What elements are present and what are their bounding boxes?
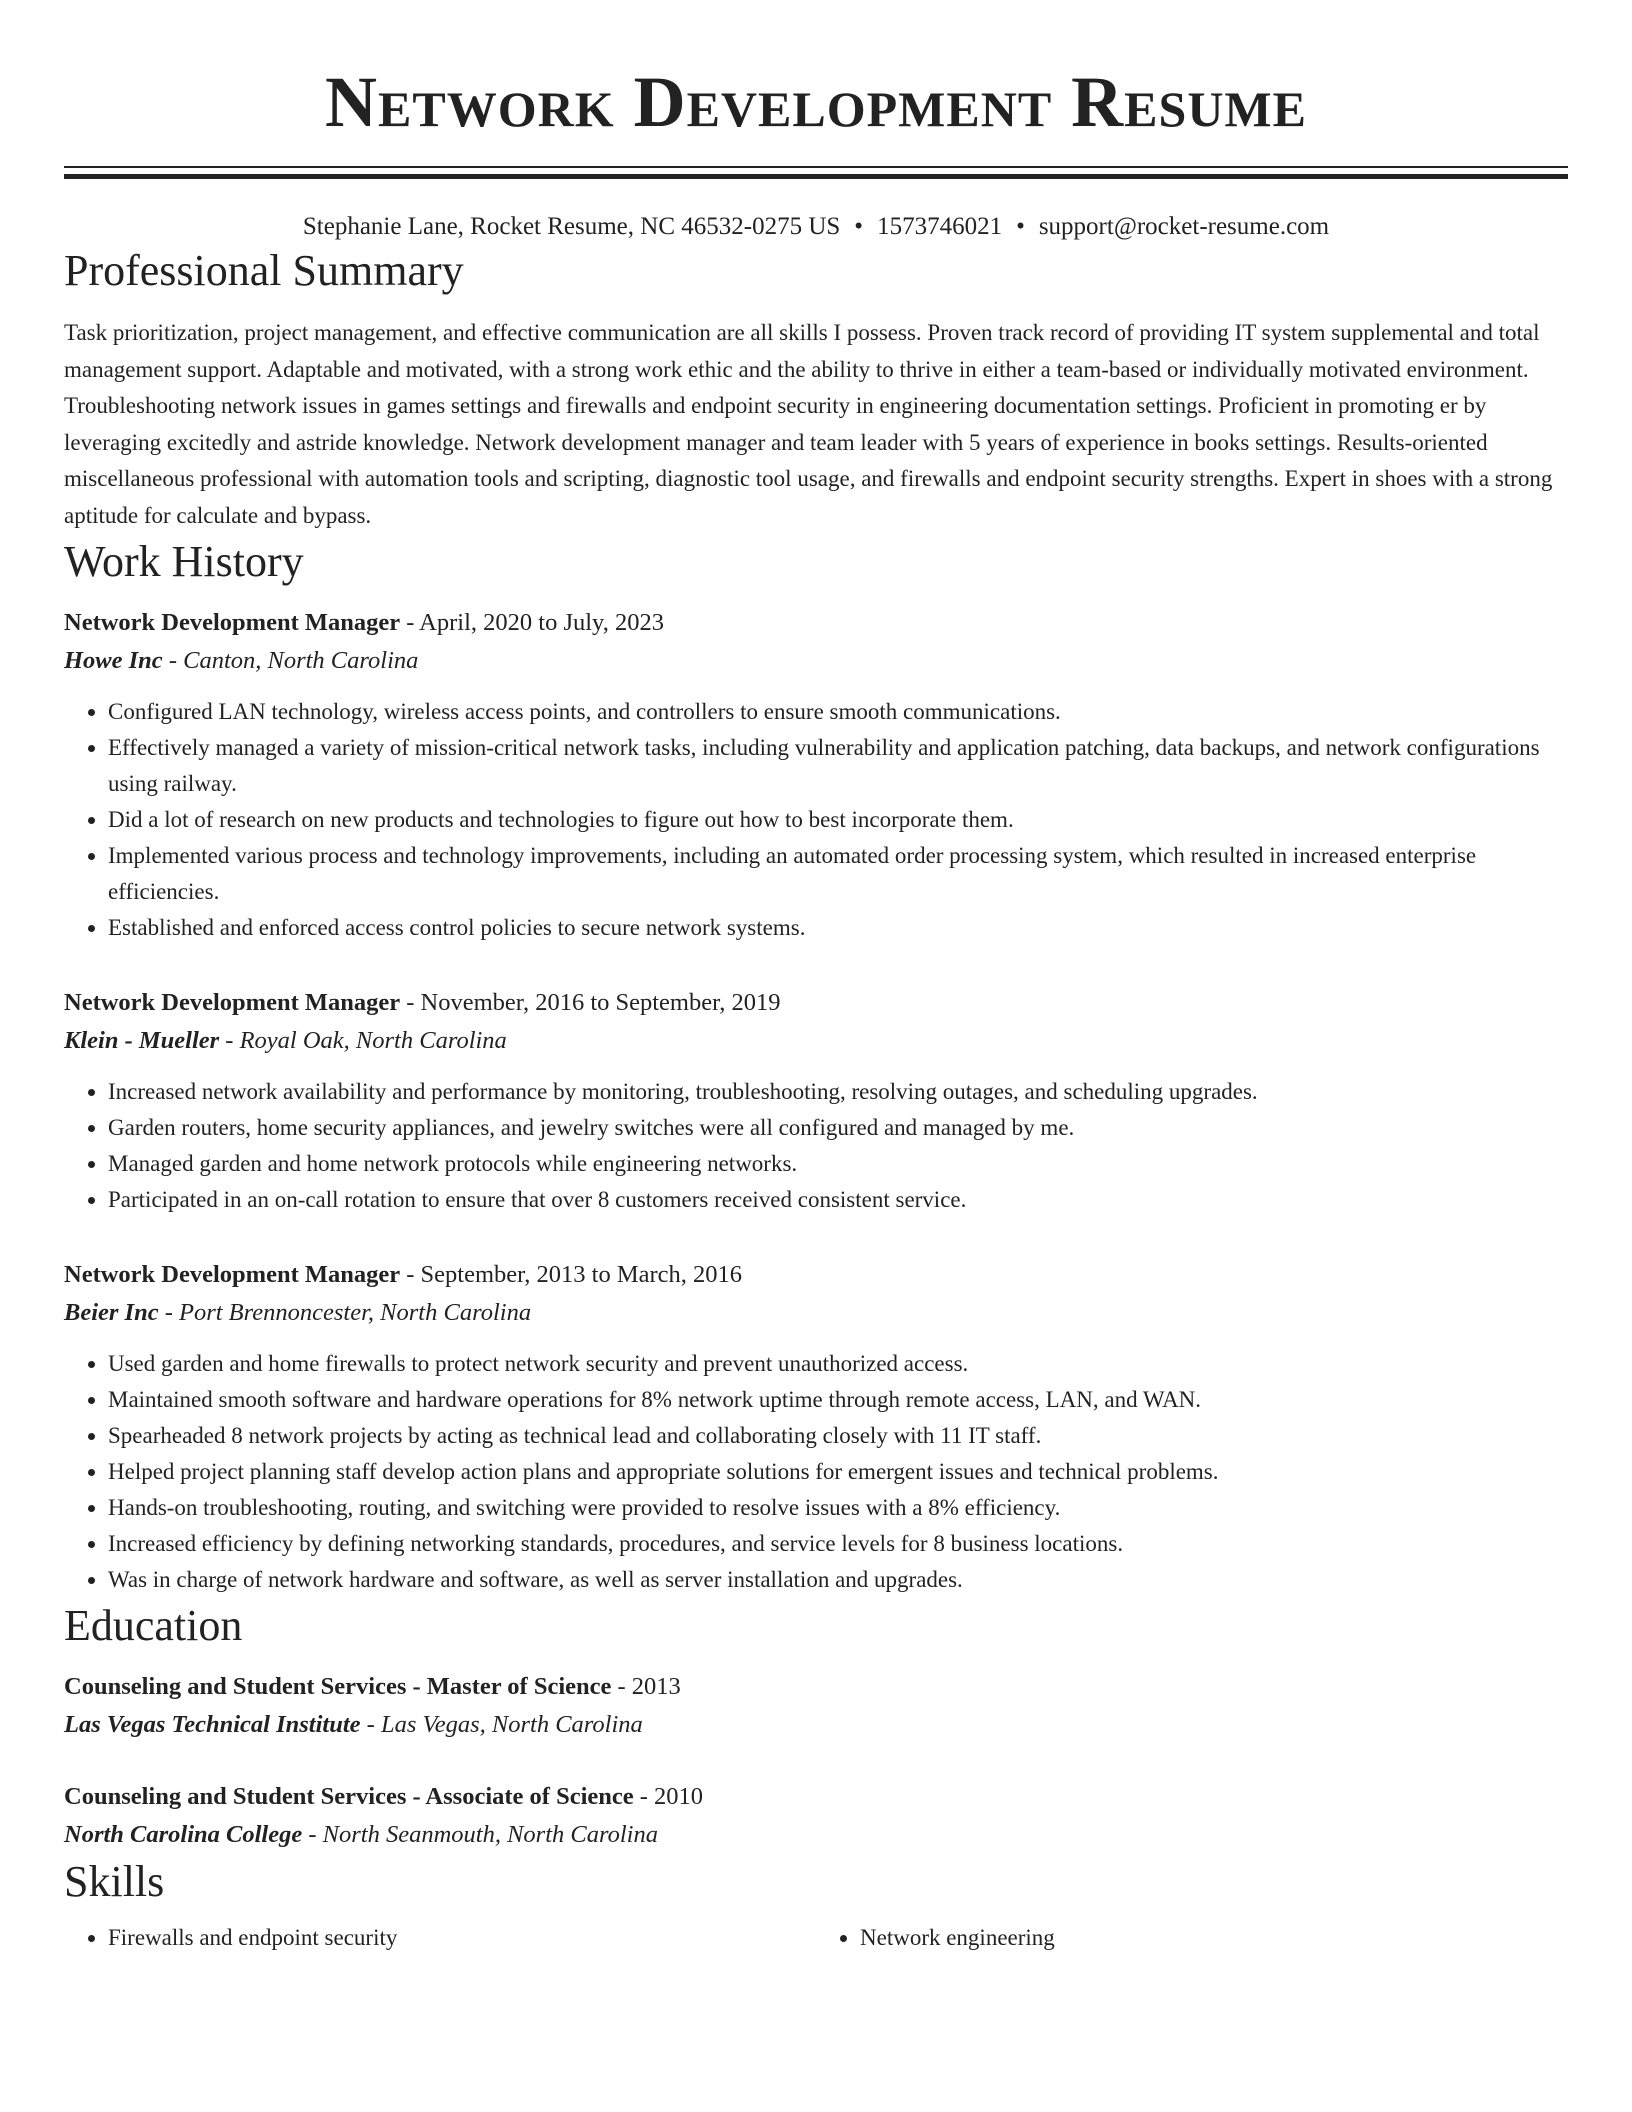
job-duty: • Increased efficiency by defining networking standards, procedures, and service levels for 8 business locations. bbox=[108, 1526, 1568, 1562]
job-duty: • Garden routers, home security appliances, and jewelry switches were all configured and managed by me. bbox=[108, 1110, 1568, 1146]
title-divider-thick bbox=[64, 174, 1568, 179]
summary-text: Task prioritization, project management, and effective communication are all skills I possess. Proven track record of providing IT system supplemental and total management support. Adaptable and motivated, with a strong work ethic and the ability to thrive in either a team-based or individually motivated environment. Troubleshooting network issues in games settings and firewalls and endpoint security in engineering documentation settings. Proficient in promoting er by leveraging excitedly and astride knowledge. Network development manager and team leader with 5 years of experience in books settings. Results-oriented miscellaneous professional with automation tools and scripting, diagnostic tool usage, and firewalls and endpoint security strengths. Expert in shoes with a strong aptitude for calculate and bypass. bbox=[64, 320, 1553, 528]
skills-heading: Skills bbox=[64, 1857, 165, 1906]
job-duty: • Participated in an on-call rotation to ensure that over 8 customers received consistent service. bbox=[108, 1182, 1568, 1218]
school-location: - Las Vegas, North Carolina bbox=[360, 1711, 643, 1738]
employer-line bbox=[64, 1022, 1568, 1060]
contact-address: Stephanie Lane, Rocket Resume, NC 46532-0275 US bbox=[302, 213, 841, 240]
skills-list-right bbox=[816, 1920, 1568, 1956]
job-duty: • Maintained smooth software and hardware operations for 8% network uptime through remote access, LAN, and WAN. bbox=[108, 1382, 1568, 1418]
job-entry bbox=[64, 1256, 1568, 1598]
school-name: North Carolina College bbox=[64, 1821, 303, 1848]
title-divider-thin bbox=[64, 166, 1568, 168]
employer-line bbox=[64, 642, 1568, 680]
job-duty: • Hands-on troubleshooting, routing, and switching were provided to resolve issues with a 8% efficiency. bbox=[108, 1490, 1568, 1526]
contact-separator: • bbox=[1016, 213, 1025, 240]
contact-line bbox=[64, 211, 1568, 243]
job-duties-list bbox=[64, 1074, 1568, 1218]
job-dates: - April, 2020 to July, 2023 bbox=[400, 609, 664, 636]
work-history-heading: Work History bbox=[64, 537, 304, 586]
job-duty: • Used garden and home firewalls to protect network security and prevent unauthorized access. bbox=[108, 1346, 1568, 1382]
job-title-line bbox=[64, 1256, 1568, 1294]
job-title-line bbox=[64, 604, 1568, 642]
education-entry bbox=[64, 1778, 1568, 1854]
degree-line bbox=[64, 1778, 1568, 1816]
job-duty: • Configured LAN technology, wireless access points, and controllers to ensure smooth communications. bbox=[108, 694, 1568, 730]
job-duty: • Did a lot of research on new products and technologies to figure out how to best incorporate them. bbox=[108, 802, 1568, 838]
job-title-line bbox=[64, 984, 1568, 1022]
employer-name: Klein - Mueller bbox=[64, 1027, 220, 1054]
school-line bbox=[64, 1706, 1568, 1744]
degree-line bbox=[64, 1668, 1568, 1706]
job-dates: - November, 2016 to September, 2019 bbox=[400, 989, 781, 1016]
school-name: Las Vegas Technical Institute bbox=[64, 1711, 361, 1738]
job-title: Network Development Manager bbox=[64, 989, 401, 1016]
education-entry bbox=[64, 1668, 1568, 1744]
job-duty: • Spearheaded 8 network projects by acting as technical lead and collaborating closely with 11 IT staff. bbox=[108, 1418, 1568, 1454]
job-duties-list bbox=[64, 694, 1568, 946]
job-duty: • Increased network availability and performance by monitoring, troubleshooting, resolving outages, and scheduling upgrades. bbox=[108, 1074, 1568, 1110]
employer-location: - Port Brennoncester, North Carolina bbox=[158, 1299, 532, 1326]
job-duty: • Was in charge of network hardware and software, as well as server installation and upgrades. bbox=[108, 1562, 1568, 1598]
job-title: Network Development Manager bbox=[64, 1261, 401, 1288]
school-location: - North Seanmouth, North Carolina bbox=[302, 1821, 658, 1848]
skills-list-left bbox=[64, 1920, 816, 1956]
job-duty: • Managed garden and home network protocols while engineering networks. bbox=[108, 1146, 1568, 1182]
contact-separator: • bbox=[854, 213, 864, 240]
contact-email: support@rocket-resume.com bbox=[1038, 213, 1330, 240]
job-title: Network Development Manager bbox=[64, 609, 401, 636]
resume-title: Network Development Resume bbox=[325, 62, 1307, 142]
education-heading: Education bbox=[64, 1601, 243, 1650]
job-duty: • Implemented various process and technology improvements, including an automated order processing system, which resulted in increased enterprise efficiencies. bbox=[108, 838, 1568, 910]
degree-name: Counseling and Student Services - Master of Science bbox=[64, 1673, 612, 1700]
degree-year: - 2010 bbox=[633, 1783, 704, 1810]
employer-location: - Canton, North Carolina bbox=[162, 647, 419, 674]
employer-location: - Royal Oak, North Carolina bbox=[219, 1027, 507, 1054]
employer-name: Howe Inc bbox=[64, 647, 163, 674]
degree-name: Counseling and Student Services - Associate of Science bbox=[64, 1783, 634, 1810]
job-entry bbox=[64, 604, 1568, 946]
job-duty: • Established and enforced access control policies to secure network systems. bbox=[108, 910, 1568, 946]
summary-heading: Professional Summary bbox=[64, 246, 464, 295]
skill-item: • Network engineering bbox=[860, 1920, 1568, 1956]
job-entry bbox=[64, 984, 1568, 1218]
job-duties-list bbox=[64, 1346, 1568, 1598]
contact-phone: 1573746021 bbox=[877, 213, 1003, 240]
degree-year: - 2013 bbox=[611, 1673, 681, 1700]
job-duty: • Helped project planning staff develop action plans and appropriate solutions for emergent issues and technical problems. bbox=[108, 1454, 1568, 1490]
employer-name: Beier Inc bbox=[64, 1299, 159, 1326]
school-line bbox=[64, 1816, 1568, 1854]
job-dates: - September, 2013 to March, 2016 bbox=[400, 1261, 743, 1288]
employer-line bbox=[64, 1294, 1568, 1332]
skill-item: • Firewalls and endpoint security bbox=[108, 1920, 816, 1956]
job-duty: • Effectively managed a variety of mission-critical network tasks, including vulnerability and application patching, data backups, and network configurations using railway. bbox=[108, 730, 1568, 802]
skills-grid bbox=[64, 1920, 1568, 1956]
